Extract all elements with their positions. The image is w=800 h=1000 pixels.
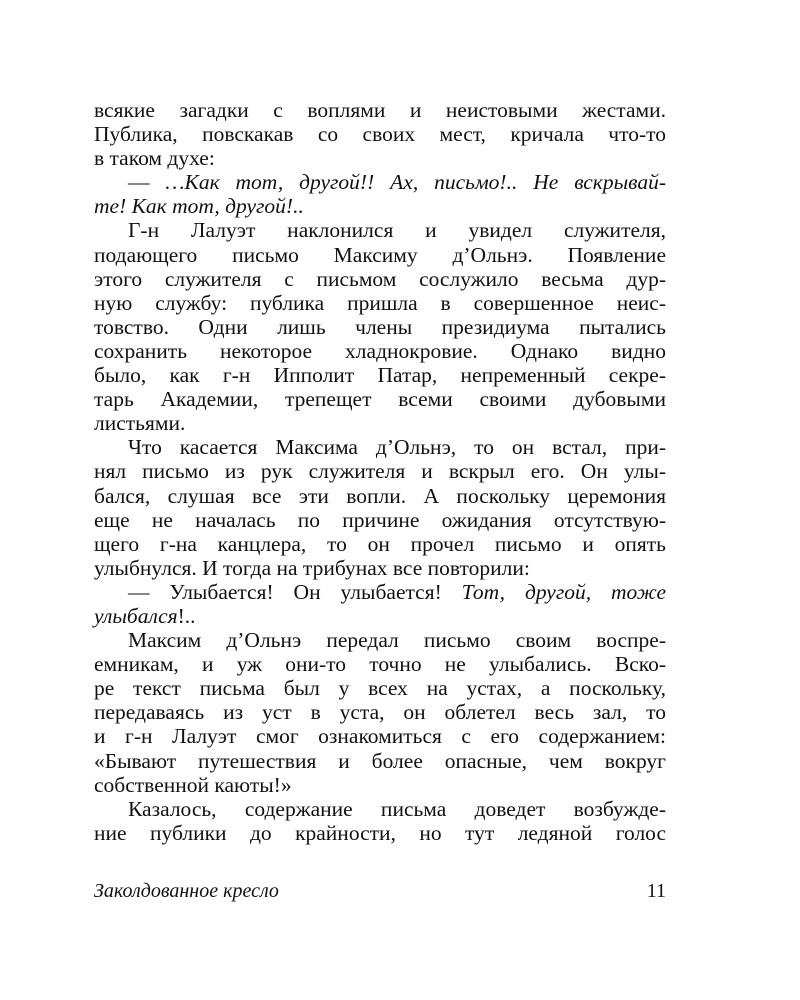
text-line-30 xyxy=(94,797,666,821)
text-segment: сохранить некоторое хладнокровие. Однако видно xyxy=(94,338,666,363)
text-segment: этого служителя с письмом сослужило весьма дур- xyxy=(94,266,666,291)
text-line-27 xyxy=(94,724,666,748)
text-segment: ние публики до крайности, но тут ледяной голос xyxy=(94,820,666,845)
text-segment: — Улыбается! Он улыбается! xyxy=(128,579,462,604)
text-line-28 xyxy=(94,749,666,773)
text-segment: передаваясь из уст в уста, он облетел весь зал, то xyxy=(94,700,666,725)
text-segment: ре текст письма был у всех на устах, а поскольку, xyxy=(94,676,666,701)
text-segment: Г-н Лалуэт наклонился и увидел служителя, xyxy=(128,218,666,243)
text-line-11 xyxy=(94,339,666,363)
text-segment: емникам, и уж они-то точно не улыбались. Вско- xyxy=(94,652,666,677)
text-segment: и г-н Лалуэт смог ознакомиться с его содержанием: xyxy=(94,724,666,749)
text-line-4 xyxy=(94,170,666,194)
text-line-22 xyxy=(94,604,666,628)
text-segment: Максим д’Ольнэ передал письмо своим воспре- xyxy=(128,628,666,653)
text-segment: — xyxy=(128,170,166,195)
text-segment: в таком духе: xyxy=(94,146,215,171)
text-segment: Казалось, содержание письма доведет возбужде- xyxy=(128,796,666,821)
text-line-31 xyxy=(94,821,666,845)
text-segment: подающего письмо Максиму д’Ольнэ. Появление xyxy=(94,242,666,267)
text-line-8 xyxy=(94,267,666,291)
text-segment: Что касается Максима д’Ольнэ, то он встал, при- xyxy=(128,435,666,460)
text-line-9 xyxy=(94,291,666,315)
text-segment: улыбнулся. И тогда на трибунах все повторили: xyxy=(94,555,530,580)
text-line-2 xyxy=(94,122,666,146)
text-line-17 xyxy=(94,484,666,508)
text-segment: было, как г-н Ипполит Патар, непременный секре- xyxy=(94,363,666,388)
text-segment: товство. Одни лишь члены президиума пытались xyxy=(94,314,666,339)
text-line-24 xyxy=(94,652,666,676)
text-segment: тарь Академии, трепещет всеми своими дубовыми xyxy=(94,387,666,412)
running-title: Заколдованное кресло xyxy=(94,880,279,902)
text-line-5 xyxy=(94,194,666,218)
text-line-19 xyxy=(94,532,666,556)
italic-text-segment: улыбался xyxy=(94,603,178,628)
text-line-15 xyxy=(94,435,666,459)
italic-text-segment: те! Как тот, другой!.. xyxy=(94,194,304,219)
text-line-6 xyxy=(94,218,666,242)
text-segment: Публика, повскакав со своих мест, кричала что-то xyxy=(94,122,666,147)
text-segment: нял письмо из рук служителя и вскрыл его. Он улы- xyxy=(94,459,666,484)
text-segment: всякие загадки с воплями и неистовыми жестами. xyxy=(94,98,666,122)
text-segment: ную службу: публика пришла в совершенное неис- xyxy=(94,290,666,315)
page-number: 11 xyxy=(646,880,666,902)
text-line-21 xyxy=(94,580,666,604)
text-line-12 xyxy=(94,363,666,387)
italic-text-segment: Тот, другой, тоже xyxy=(461,579,666,604)
text-segment: бался, слушая все эти вопли. А поскольку церемония xyxy=(94,483,666,508)
text-line-20 xyxy=(94,556,666,580)
text-line-18 xyxy=(94,508,666,532)
text-line-26 xyxy=(94,700,666,724)
text-segment: щего г-на канцлера, то он прочел письмо и опять xyxy=(94,531,666,556)
text-line-23 xyxy=(94,628,666,652)
text-line-29 xyxy=(94,773,666,797)
text-segment: еще не началась по причине ожидания отсутствую- xyxy=(94,507,666,532)
text-line-7 xyxy=(94,243,666,267)
text-line-16 xyxy=(94,459,666,483)
text-segment: листьями. xyxy=(94,411,186,436)
text-segment: !.. xyxy=(177,603,196,628)
text-line-3 xyxy=(94,146,666,170)
text-line-14 xyxy=(94,411,666,435)
page-body xyxy=(94,98,666,845)
text-line-1 xyxy=(94,98,666,122)
italic-text-segment: …Как тот, другой!! Ах, письмо!.. Не вскрывай- xyxy=(165,170,667,195)
text-line-10 xyxy=(94,315,666,339)
text-segment: «Бывают путешествия и более опасные, чем вокруг xyxy=(94,748,666,773)
text-segment: собственной каюты!» xyxy=(94,772,292,797)
text-line-25 xyxy=(94,676,666,700)
page-footer xyxy=(94,877,666,905)
text-line-13 xyxy=(94,387,666,411)
